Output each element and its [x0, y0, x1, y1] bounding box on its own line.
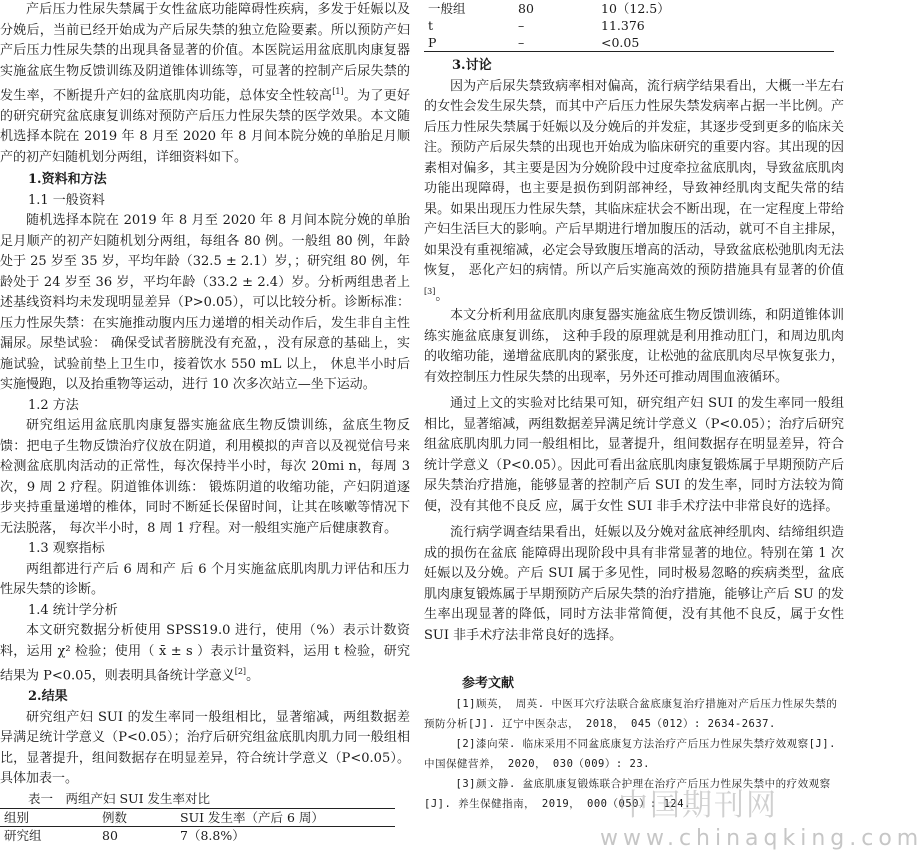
table-cell: P: [428, 35, 437, 50]
table-cell: –: [518, 18, 525, 33]
statistics-paragraph: 本文研究数据分析使用 SPSS19.0 进行，使用（%）表示计数资料，运用 χ² 检验；使用（ x̄ ± s ）表示计量资料，运用 t 检验，研究结果为 P<0.05，则表明具备统计学意义[2]。: [0, 623, 410, 684]
right-column: [424, 0, 844, 814]
subsection-heading-indicators: 1.3 观察指标: [28, 541, 105, 557]
table-cell: –: [518, 35, 525, 50]
results-table-part1: [0, 808, 395, 844]
table-cell: 11.376: [601, 18, 645, 33]
table-row: [0, 826, 395, 844]
results-table-part2: [424, 0, 834, 52]
discussion-paragraph-3: 通过上文的实验对比结果可知，研究组产妇 SUI 的发生率同一般组相比，显著缩减，两组数据差异满足统计学意义（P<0.05）；治疗后研究组盆底肌肉肌力同一般组相比，显著提升，组间数据存在明显差异，符合统计学意义（P<0.05）。因此可看出盆底肌肉康复锻炼属于早期预防产后 尿失禁治疗措施，能够显著的控制产后 SUI 的发生率，同时方法较为简便，没有其他不良反 应，属于女性 SUI 非手术疗法中非常良好的选择。: [424, 396, 844, 514]
subsection-heading-general: 1.1 一般资料: [28, 192, 105, 208]
table-header-rate: SUI 发生率（产后 6 周）: [180, 809, 324, 825]
discussion-paragraph-4: 流行病学调查结果看出，妊娠以及分娩对盆底神经肌肉、结缔组织造成的损伤在盆底 能障碍出现阶段中具有非常显著的地位。特别在第 1 次妊娠以及分娩。产后 SUI 属于多见性，同时极易忽略的疾病类型，盆底肌肉康复锻炼属于早期预防产后尿失禁的治疗措施，能够让产后 SU 的发生率出现显著的降低，同时方法非常简便，没有其他不良反，属于女性 SUI 非手术疗法非常良好的选择。: [424, 525, 844, 643]
table-cell: 7（8.8%）: [180, 827, 245, 843]
table-header-row: [0, 808, 395, 826]
table-cell: 研究组: [4, 827, 42, 843]
table-row: [424, 17, 834, 34]
table-cell: 80: [518, 1, 534, 16]
section-heading-results: 2.结果: [28, 689, 68, 705]
indicators-paragraph: 两组都进行产后 6 周和产 后 6 个月实施盆底肌肉肌力评估和压力性尿失禁的诊断。: [0, 561, 410, 598]
subsection-heading-statistics: 1.4 统计学分析: [28, 602, 118, 618]
table-row: [424, 34, 834, 52]
table-cell: 80: [102, 827, 118, 843]
reference-item: [2]漆向荣. 临床采用不同盆底康复方法治疗产后压力性尿失禁疗效观察[J]. 中国保健营养， 2020， 030（009）: 23.: [424, 738, 836, 771]
left-column: [0, 0, 410, 844]
section-heading-methods: 1.资料和方法: [28, 172, 107, 188]
table-cell: t: [428, 18, 434, 33]
watermark-url: www.chinaqking.com: [600, 826, 923, 851]
table-caption: 表一 两组产妇 SUI 发生率对比: [28, 790, 210, 806]
references-heading: 参考文献: [462, 676, 515, 692]
discussion-paragraph-2: 本文分析利用盆底肌肉康复器实施盆底生物反馈训练，和阴道锥体训练实施盆底康复训练， 这种手段的原理就是利用推动肛门，和周边肌肉的收缩功能，递增盆底肌肉的紧张度，让松弛的盆底肌肉尽早恢复张力，有效控制压力性尿失禁的出现率，另外还可推动周围血液循环。: [424, 308, 844, 385]
intro-paragraph: 产后压力性尿失禁属于女性盆底功能障碍性疾病，多发于妊娠以及分娩后，当前已经开始成为产后尿失禁的独立危险要素。所以预防产妇产后压力性尿失禁的出现具备显著的价值。本医院运用盆底肌肉康复器实施盆底生物反馈训练及阴道锥体训练等，可显著的控制产后尿失禁的发生率，不断提升产妇的盆底肌肉功能，总体安全性较高[1]。为了更好的研究研究盆底康复训练对预防产后压力性尿失禁的医学效果。本文随机选择本院在 2019 年 8 月至 2020 年 8 月间本院分娩的单胎足月顺产的初产妇随机划分两组，详细资料如下。: [0, 2, 410, 165]
general-data-paragraph: 随机选择本院在 2019 年 8 月至 2020 年 8 月间本院分娩的单胎足月顺产的初产妇随机划分两组，每组各 80 例。一般组 80 例，年龄处于 25 岁至 35 岁，平均年龄（32.5 ± 2.1）岁，；研究组 80 例，年龄处于 24 岁至 36 岁，平均年龄（33.2 ± 2.4）岁。分析两组患者上述基线资料均未发现明显差异（P>0.05），可以比较分析。诊断标准：压力性尿失禁：在实施推动腹内压力递增的相关动作后，发生非自主性漏尿。尿垫试验： 确保受试者膀胱没有充盈，，没有尿意的基础上，实施试验，试验前垫上卫生巾，接着饮水 550 mL 以上， 休息半小时后实施慢跑，以及抬重物等运动，进行 10 次多次站立—坐下运动。: [0, 213, 410, 393]
table-row: [424, 0, 834, 17]
table-cell: 一般组: [428, 1, 466, 16]
table-header-group: 组别: [4, 809, 30, 825]
table-header-count: 例数: [102, 809, 128, 825]
reference-item: [3]颜文静. 盆底肌康复锻炼联合护理在治疗产后压力性尿失禁中的疗效观察[J]. 养生保健指南， 2019， 000（050）: 124.: [424, 778, 831, 811]
method-paragraph: 研究组运用盆底肌肉康复器实施盆底生物反馈训练，盆底生物反馈：把电子生物反馈治疗仪放在阴道，利用模拟的声音以及视觉信号来检测盆底肌肉活动的正常性，每次保持半小时，每次 20mi n，每周 3 次，9 周 2 疗程。阴道锥体训练： 锻炼阴道的收缩功能，产妇阴道逐步夹持重量递增的椎体，同时不断延长保留时间，让其在咳嗽等情况下无法脱落， 每次半小时，8 周 1 疗程。对一般组实施产后健康教育。: [0, 418, 410, 536]
section-heading-discussion: 3.讨论: [452, 58, 492, 73]
table-cell: 10（12.5）: [601, 1, 670, 16]
table-cell: <0.05: [601, 35, 640, 50]
reference-item: [1]顾英， 周英. 中医耳穴疗法联合盆底康复治疗措施对产后压力性尿失禁的预防分析[J]. 辽宁中医杂志， 2018， 045（012）: 2634-2637.: [424, 698, 838, 731]
subsection-heading-method: 1.2 方法: [28, 397, 79, 413]
watermark-text: 中国期刊网: [618, 788, 778, 823]
results-paragraph: 研究组产妇 SUI 的发生率同一般组相比，显著缩减，两组数据差异满足统计学意义（P<0.05）；治疗后研究组盆底肌肉肌力同一般组相比，显著提升，组间数据存在明显差异，符合统计学意义（P<0.05）。具体加表一。: [0, 709, 410, 787]
discussion-paragraph-1: 因为产后尿失禁致病率相对偏高，流行病学结果看出，大概一半左右的女性会发生尿失禁，而其中产后压力性尿失禁发病率占据一半比例。产后压力性尿失禁属于妊娠以及分娩后的并发症，其逐步受到更多的临床关注。预防产后尿失禁的出现也开始成为临床研究的重要内容。其出现的因素相对偏多，其主要是因为分娩阶段中过度牵拉盆底肌肉，导致盆底肌肉功能出现障碍，也主要是损伤到阴部神经，导致神经肌肉支配失常的结果。如果出现压力性尿失禁，其临床症状会不断出现，在一定程度上带给产妇生活巨大的影响。产后早期进行增加腹压的活动，就可不自主排尿，如果没有重视缩减，必定会导致腹压增高的活动，导致盆底松弛肌肉无法恢复， 恶化产妇的病情。所以产后实施高效的预防措施具有显著的价值[3]。: [424, 78, 844, 303]
